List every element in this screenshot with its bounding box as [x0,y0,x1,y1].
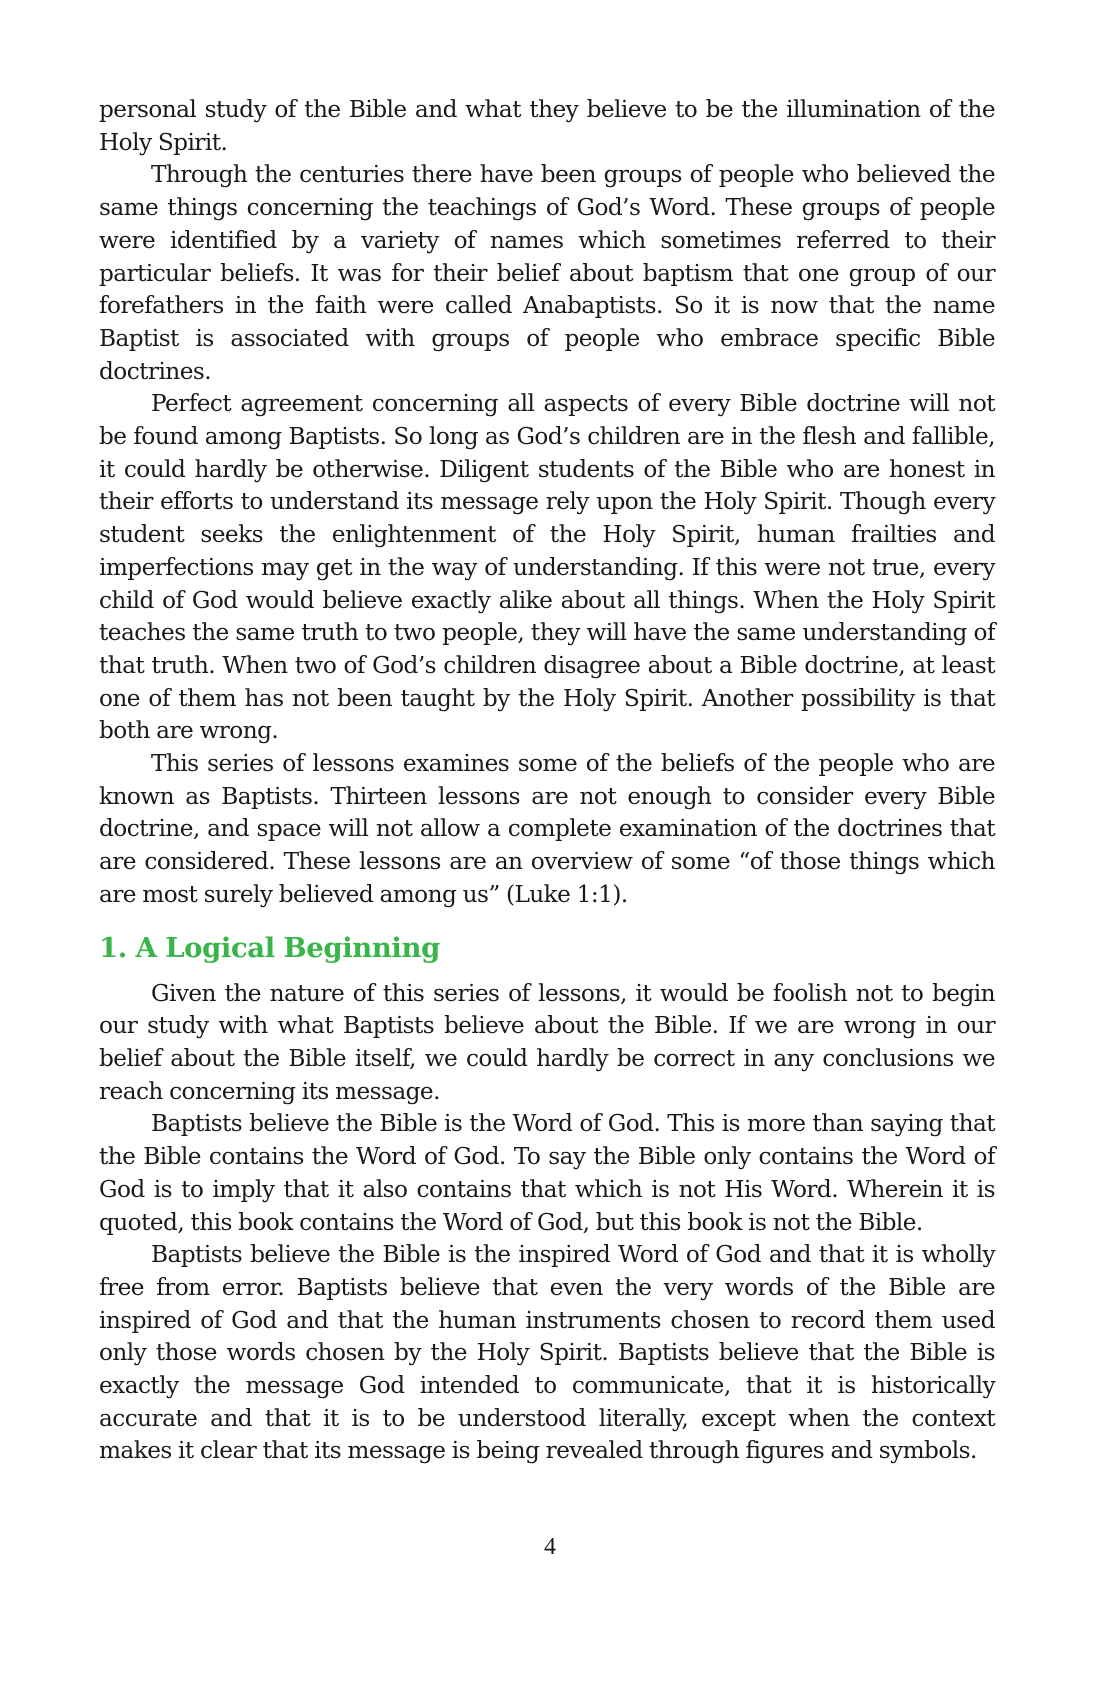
paragraph-series-of-lessons: This series of lessons examines some of the beliefs of the people who are known as Baptists. Thirteen lessons are not enough to consider every Bible doctrine, and space will not allow a complete examination of the doctrines that are considered. These lessons are an overview of some “of those things which are most surely believed among us” (Luke 1:1). [99,750,995,908]
paragraph-inspired-word: Baptists believe the Bible is the inspired Word of God and that it is wholly free from error. Baptists believe that even the very words of the Bible are inspired of God and that the human instruments chosen to record them used only those words chosen by the Holy Spirit. Baptists believe that the Bible is exactly the message God intended to communicate, that it is historically accurate and that it is to be understood literally, except when the context makes it clear that its message is being revealed through figures and symbols. [99,1241,995,1465]
paragraph-logical-beginning: Given the nature of this series of lessons, it would be foolish not to begin our study with what Baptists believe about the Bible. If we are wrong in our belief about the Bible itself, we could hardly be correct in any conclusions we reach concerning its message. [99,979,995,1105]
paragraph-continuation: personal study of the Bible and what they believe to be the illumination of the Holy Spirit. [99,96,995,156]
section-heading: 1. A Logical Beginning [99,931,440,964]
paragraph-word-of-god: Baptists believe the Bible is the Word of God. This is more than saying that the Bible contains the Word of God. To say the Bible only contains the Word of God is to imply that it also contains that which is not His Word. Wherein it is quoted, this book contains the Word of God, but this book is not the Bible. [99,1110,995,1236]
body-text [99,94,995,1468]
page-number: 4 [544,1534,556,1560]
paragraph-perfect-agreement: Perfect agreement concerning all aspects of every Bible doctrine will not be found among Baptists. So long as God’s children are in the flesh and fallible, it could hardly be otherwise. Diligent students of the Bible who are honest in their efforts to understand its message rely upon the Holy Spirit. Though every student seeks the enlightenment of the Holy Spirit, human frailties and imperfections may get in the way of understanding. If this were not true, every child of God would believe exactly alike about all things. When the Holy Spirit teaches the same truth to two people, they will have the same understanding of that truth. When two of God’s children disagree about a Bible doctrine, at least one of them has not been taught by the Holy Spirit. Another possibility is that both are wrong. [99,390,995,745]
paragraph-groups-through-centuries: Through the centuries there have been groups of people who believed the same things concerning the teachings of God’s Word. These groups of people were identified by a variety of names which sometimes referred to their particular beliefs. It was for their belief about baptism that one group of our forefathers in the faith were called Anabaptists. So it is now that the name Baptist is associated with groups of people who embrace specific Bible doctrines. [99,161,995,385]
